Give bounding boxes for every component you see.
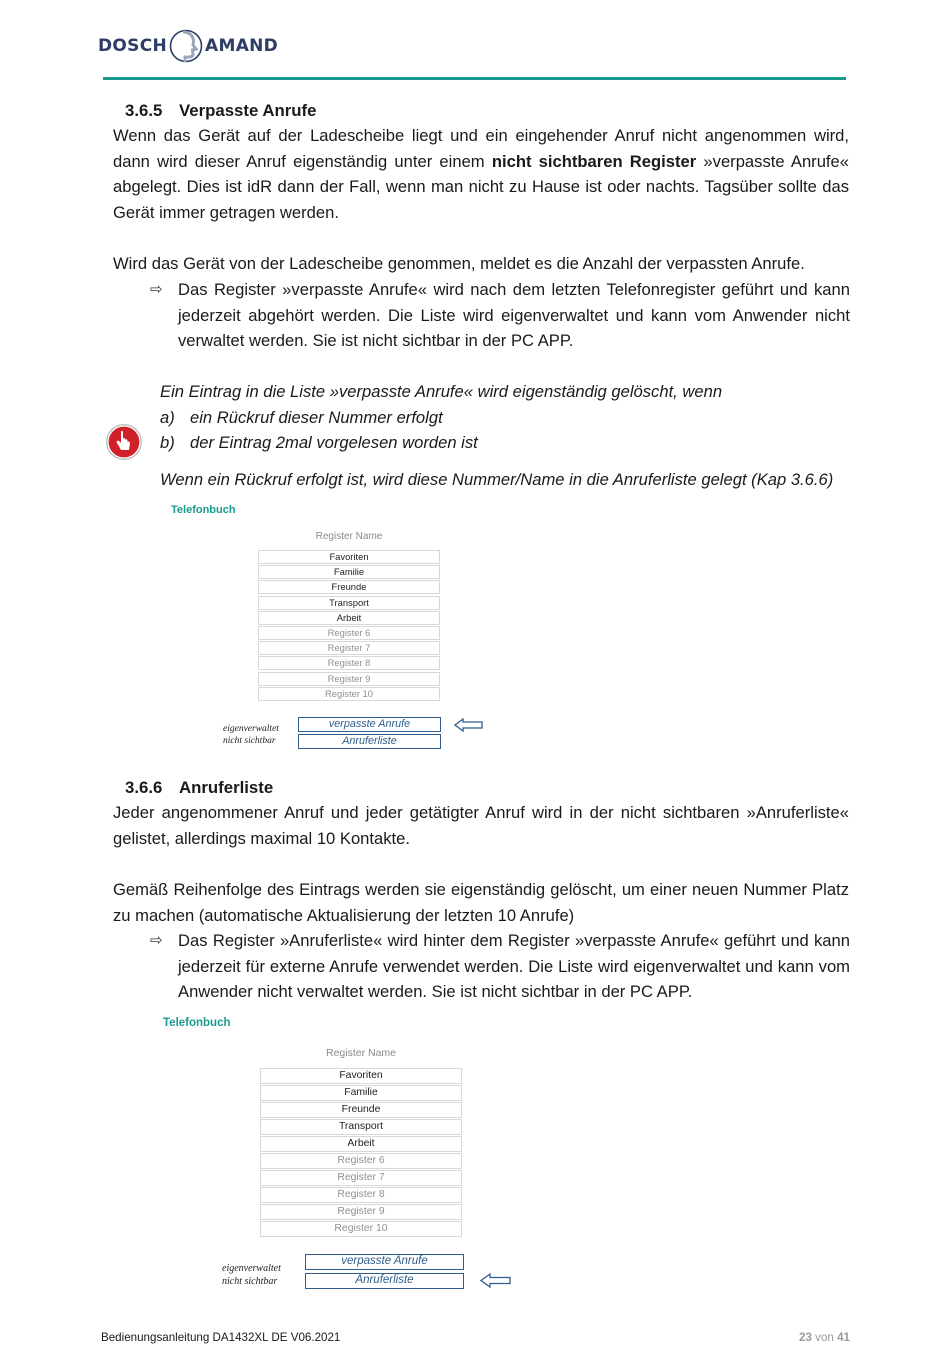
register-row: Register 8 (260, 1187, 462, 1203)
footer-page-number (790, 1331, 850, 1344)
current-page: 23 (799, 1331, 812, 1344)
section-title: Anruferliste (179, 778, 274, 797)
company-logo (98, 26, 278, 66)
side-label-line: nicht sichtbar (223, 736, 276, 746)
paragraph-caller-list: Jeder angenommener Anruf und jeder getätigter Anruf wird in der nicht sichtbaren »Anruferliste« gelistet, allerdings maximal 10 Kontakte. (113, 803, 849, 848)
register-row: Register 10 (258, 687, 440, 701)
figure1-title: Telefonbuch (171, 504, 236, 516)
total-pages: 41 (837, 1331, 850, 1344)
note-item-b (160, 430, 850, 456)
logo-head-icon (169, 26, 203, 66)
note-item-a (160, 405, 850, 431)
header-divider (103, 77, 846, 80)
bullet-text: Das Register »verpasste Anrufe« wird nach dem letzten Telefonregister geführt und kann jederzeit abgehört werden. Die Liste wird eigenverwaltet und kann vom Anwender nicht verwaltet werden. Sie ist nicht sichtbar in der PC APP. (178, 280, 850, 351)
left-arrow-icon (454, 717, 484, 733)
figure2-box-missed-calls: verpasste Anrufe (305, 1254, 464, 1270)
footer-document-title: Bedienungsanleitung DA1432XL DE V06.2021 (101, 1331, 341, 1344)
pointing-hand-warning-icon (105, 423, 143, 461)
note-item-label: b) (160, 433, 175, 453)
figure1-column-header: Register Name (315, 531, 383, 542)
figure2-side-label (222, 1262, 281, 1288)
register-row: Register 7 (258, 641, 440, 655)
register-row: Register 8 (258, 656, 440, 670)
register-row: Register 9 (260, 1204, 462, 1220)
register-row: Register 6 (260, 1153, 462, 1169)
logo-text-left: DOSCH (98, 36, 168, 56)
figure1-box-missed-calls: verpasste Anrufe (298, 717, 441, 732)
note-intro: Ein Eintrag in die Liste »verpasste Anrufe« wird eigenständig gelöscht, wenn (160, 382, 723, 401)
page-of: von (815, 1331, 834, 1344)
side-label-line: nicht sichtbar (222, 1276, 278, 1287)
section-heading-366 (125, 775, 273, 801)
logo-text-right: AMAND (205, 36, 279, 56)
paragraph-missed-calls (113, 123, 849, 226)
left-arrow-icon (480, 1272, 512, 1289)
figure1-side-label (223, 723, 279, 747)
figure2-register-list (260, 1068, 462, 1238)
register-row: Favoriten (258, 550, 440, 564)
register-row: Register 9 (258, 672, 440, 686)
register-row: Register 6 (258, 626, 440, 640)
bullet-text: Das Register »Anruferliste« wird hinter dem Register »verpasste Anrufe« geführt und kann jederzeit für externe Anrufe verwendet werden. Die Liste wird eigenverwaltet und kann vom Anwender nicht verwaltet werden. Sie ist nicht sichtbar in der PC APP. (178, 931, 850, 1002)
bullet-caller-register (150, 928, 850, 1005)
note-item-label: a) (160, 407, 175, 427)
register-row: Transport (260, 1119, 462, 1135)
register-row: Freunde (260, 1102, 462, 1118)
figure2-title: Telefonbuch (163, 1017, 231, 1029)
arrow-bullet-icon: ⇨ (150, 281, 163, 298)
note-block (160, 379, 850, 493)
figure1-register-list (258, 550, 440, 702)
arrow-bullet-icon: ⇨ (150, 932, 163, 949)
register-row: Freunde (258, 580, 440, 594)
paragraph-missed-count: Wird das Gerät von der Ladescheibe genommen, meldet es die Anzahl der verpassten Anrufe. (113, 254, 805, 273)
note-item-text: ein Rückruf dieser Nummer erfolgt (190, 407, 443, 427)
paragraph-caller-order: Gemäß Reihenfolge des Eintrags werden sie eigenständig gelöscht, um einer neuen Nummer Platz zu machen (automatische Aktualisierung der letzten 10 Anrufe) (113, 880, 849, 925)
section-number: 3.6.6 (125, 778, 163, 797)
section-heading-365 (125, 98, 316, 124)
paragraph-text: Wenn das Gerät auf der Ladescheibe liegt und ein eingehender Anruf nicht angenommen wird, dann wird dieser Anruf eigenständig unter einem (113, 126, 849, 171)
section-title: Verpasste Anrufe (179, 101, 317, 120)
paragraph-bold-text: nicht sichtbaren Register (491, 151, 697, 171)
register-row: Familie (258, 565, 440, 579)
bullet-missed-register (150, 277, 850, 354)
section-number: 3.6.5 (125, 101, 163, 120)
side-label-line: eigenverwaltet (222, 1263, 281, 1274)
note-after: Wenn ein Rückruf erfolgt ist, wird diese Nummer/Name in die Anruferliste gelegt (Kap 3.6.6) (160, 470, 834, 490)
side-label-line: eigenverwaltet (223, 724, 279, 734)
register-row: Register 10 (260, 1221, 462, 1237)
register-row: Favoriten (260, 1068, 462, 1084)
figure2-box-caller-list: Anruferliste (305, 1273, 464, 1289)
figure2-column-header: Register Name (325, 1047, 397, 1059)
note-item-text: der Eintrag 2mal vorgelesen worden ist (190, 433, 478, 453)
register-row: Familie (260, 1085, 462, 1101)
figure1-box-caller-list: Anruferliste (298, 734, 441, 749)
register-row: Register 7 (260, 1170, 462, 1186)
register-row: Arbeit (258, 611, 440, 625)
register-row: Transport (258, 596, 440, 610)
register-row: Arbeit (260, 1136, 462, 1152)
paragraph-text: »verpasste Anrufe« abgelegt. Dies ist idR dann der Fall, wenn man nicht zu Hause ist oder nachts. Tagsüber sollte das Gerät immer getragen werden. (113, 151, 849, 223)
